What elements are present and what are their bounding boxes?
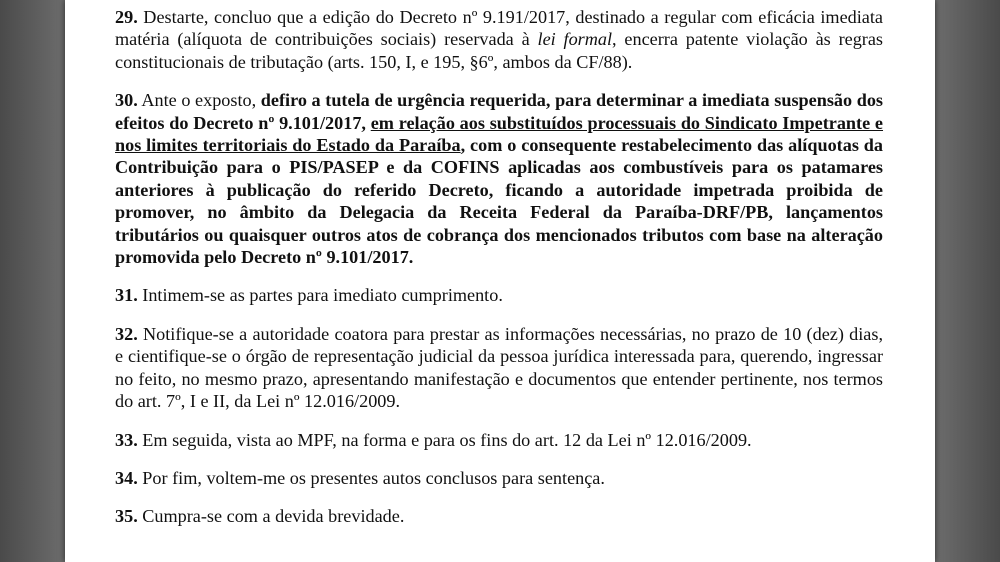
- paragraph-text: , encerra patente violação às regras constitucionais de tributação (arts. 150, I, e 195, §6º, ambos da CF/88).: [115, 29, 883, 72]
- paragraph-text: Notifique-se a autoridade coatora para prestar as informações necessárias, no prazo de 10 (dez) dias, e cientifique-se o órgão de representação judicial da pessoa jurídica interessada para, querendo, ingressar no feito, no mesmo prazo, apresentando manifestação e documentos que entender pertinente, nos termos do art. 7º, I e II, da Lei nº 12.016/2009.: [115, 323, 883, 412]
- paragraph-29: [115, 6, 883, 73]
- paragraph-number: 34.: [115, 467, 138, 488]
- paragraph-33: [115, 429, 883, 451]
- paragraph-text: Destarte, concluo que a edição do Decreto nº 9.191/2017, destinado a regular com eficácia imediata matéria (alíquota de contribuições sociais) reservada à: [115, 7, 883, 50]
- paragraph-30: [115, 89, 883, 268]
- paragraph-number: 35.: [115, 506, 138, 527]
- page-content: [115, 6, 883, 544]
- paragraph-text: Cumpra-se com a devida brevidade.: [137, 506, 405, 527]
- paragraph-text: Em seguida, vista ao MPF, na forma e para os fins do art. 12 da Lei nº 12.016/2009.: [137, 429, 752, 450]
- paragraph-bold-text: , com o consequente restabelecimento das alíquotas da Contribuição para o PIS/PASEP e da COFINS aplicadas aos combustíveis para os patamares anteriores à publicação do referido Decreto, ficando a autoridade impetrada proibida de promover, no âmbito da Delegacia da Receita Federal da Paraíba-DRF/PB, lançamentos tributários ou quaisquer outros atos de cobrança dos mencionados tributos com base na alteração promovida pelo Decreto nº 9.101/2017.: [115, 135, 884, 268]
- paragraph-32: [115, 323, 883, 413]
- paragraph-text: Ante o exposto,: [137, 90, 261, 111]
- paragraph-34: [115, 467, 883, 489]
- document-page[interactable]: [65, 0, 935, 562]
- paragraph-underlined-text: em relação aos substituídos processuais do Sindicato Impetrante e nos limites territoriais do Estado da Paraíba: [115, 112, 884, 156]
- paragraph-number: 29.: [115, 7, 138, 27]
- paragraph-number: 30.: [115, 90, 138, 111]
- paragraph-text: Intimem-se as partes para imediato cumprimento.: [137, 285, 503, 306]
- paragraph-italic-text: lei formal: [537, 29, 613, 50]
- paragraph-31: [115, 284, 883, 306]
- paragraph-number: 33.: [115, 429, 138, 450]
- paragraph-number: 32.: [115, 323, 138, 344]
- paragraph-text: Por fim, voltem-me os presentes autos conclusos para sentença.: [137, 467, 605, 488]
- paragraph-bold-text: defiro a tutela de urgência requerida, para determinar a imediata suspensão dos efeitos do Decreto nº 9.101/2017,: [115, 90, 883, 133]
- paragraph-number: 31.: [115, 285, 138, 306]
- paragraph-35: [115, 505, 883, 527]
